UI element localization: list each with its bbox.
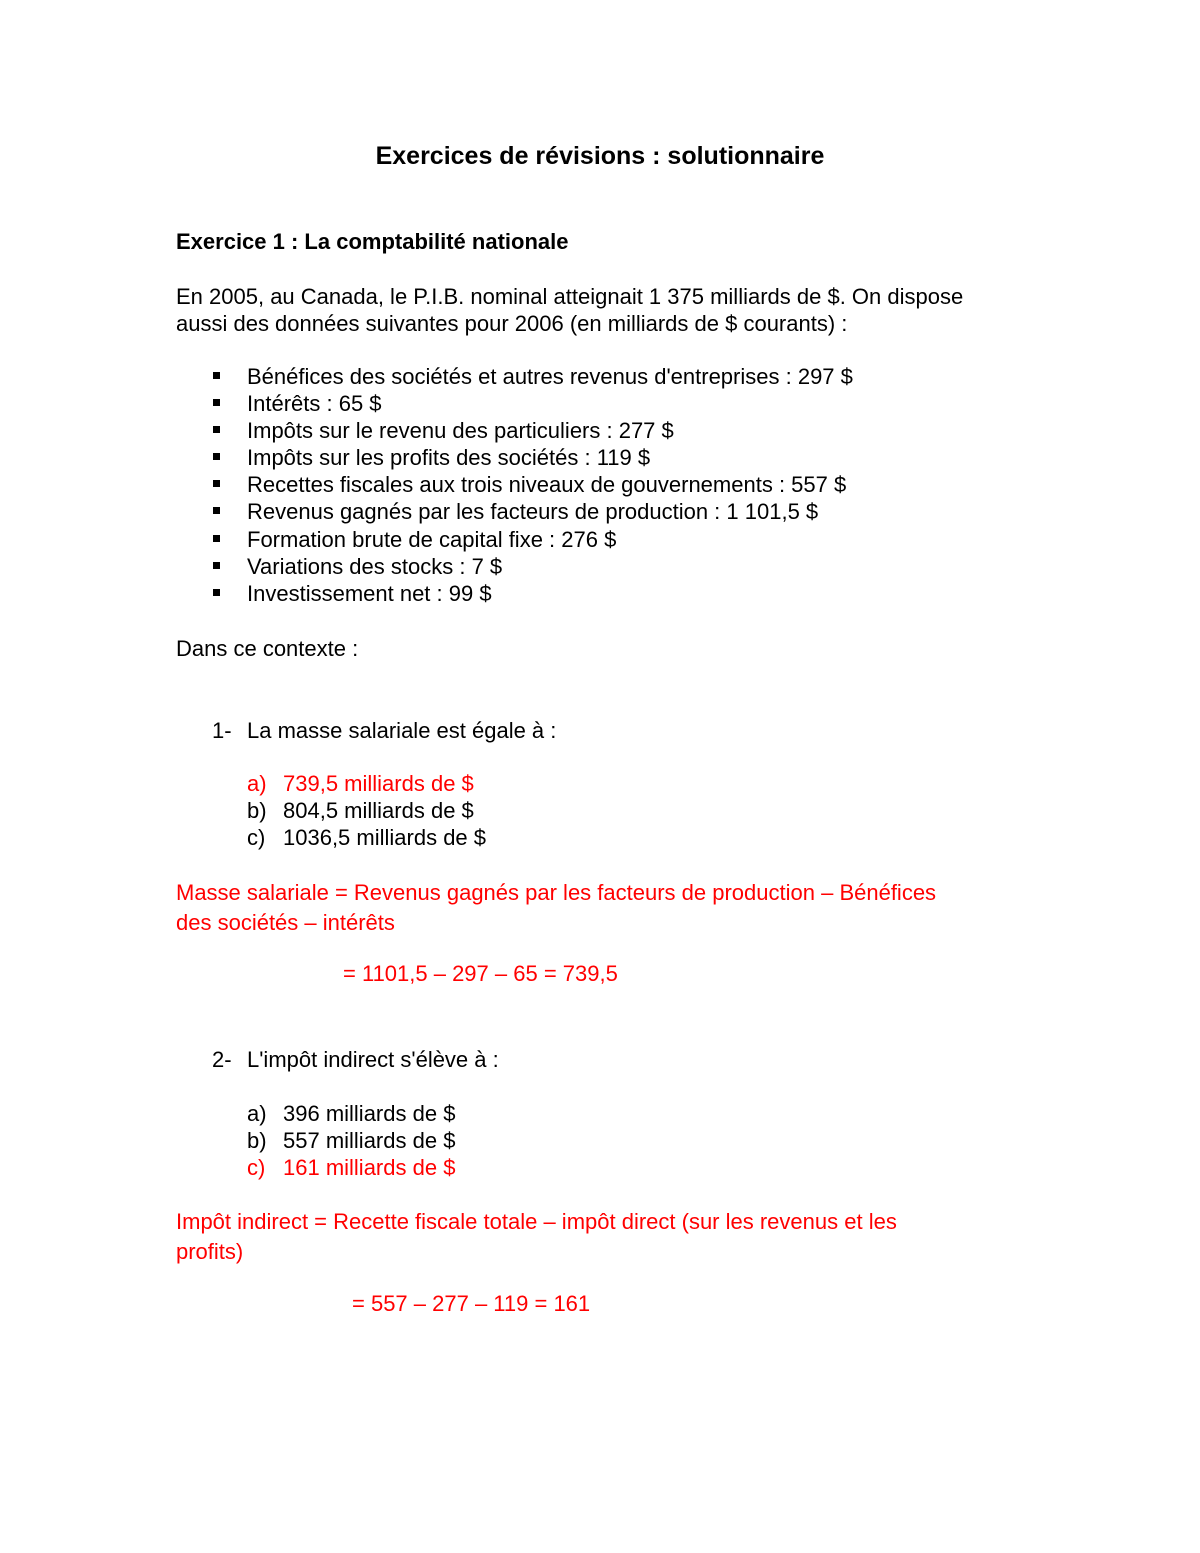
exercise-heading: Exercice 1 : La comptabilité nationale	[176, 229, 569, 254]
question-2-text: L'impôt indirect s'élève à :	[247, 1047, 499, 1072]
q2-option-c-text: 161 milliards de $	[283, 1155, 456, 1180]
q2-option-c-letter: c)	[247, 1155, 266, 1180]
bullet-item: Impôts sur le revenu des particuliers : 277 $	[211, 417, 853, 444]
q1-option-b-text: 804,5 milliards de $	[283, 798, 474, 823]
bullet-item: Impôts sur les profits des sociétés : 119 $	[211, 444, 853, 471]
q2-option-a-letter: a)	[247, 1101, 267, 1126]
q1-option-a-letter: a)	[247, 771, 267, 796]
intro-line-1: En 2005, au Canada, le P.I.B. nominal atteignait 1 375 milliards de $. On dispose	[176, 284, 964, 309]
context-text: Dans ce contexte :	[176, 636, 359, 661]
bullet-item: Recettes fiscales aux trois niveaux de gouvernements : 557 $	[211, 471, 853, 498]
q2-option-a-text: 396 milliards de $	[283, 1101, 456, 1126]
bullet-item: Intérêts : 65 $	[211, 390, 853, 417]
square-bullet-icon	[213, 562, 220, 569]
q1-option-c-text: 1036,5 milliards de $	[283, 825, 487, 850]
q1-solution-line-1: Masse salariale = Revenus gagnés par les facteurs de production – Bénéfices	[176, 880, 937, 905]
square-bullet-icon	[213, 507, 220, 514]
bullet-item: Variations des stocks : 7 $	[211, 553, 853, 580]
square-bullet-icon	[213, 535, 220, 542]
question-1-text: La masse salariale est égale à :	[247, 718, 557, 743]
square-bullet-icon	[213, 426, 220, 433]
q2-calculation: = 557 – 277 – 119 = 161	[352, 1291, 591, 1316]
bullet-item: Formation brute de capital fixe : 276 $	[211, 526, 853, 553]
q1-option-b-letter: b)	[247, 798, 267, 823]
q2-solution-line-2: profits)	[176, 1239, 244, 1264]
square-bullet-icon	[213, 480, 220, 487]
data-bullet-list	[211, 363, 853, 607]
q1-option-a-text: 739,5 milliards de $	[283, 771, 474, 796]
bullet-item: Bénéfices des sociétés et autres revenus d'entreprises : 297 $	[211, 363, 853, 390]
q2-solution-line-1: Impôt indirect = Recette fiscale totale – impôt direct (sur les revenus et les	[176, 1209, 897, 1234]
square-bullet-icon	[213, 372, 220, 379]
q2-option-b-letter: b)	[247, 1128, 267, 1153]
q2-option-b-text: 557 milliards de $	[283, 1128, 456, 1153]
square-bullet-icon	[213, 589, 220, 596]
square-bullet-icon	[213, 453, 220, 460]
question-1-number: 1-	[212, 718, 232, 743]
question-2-number: 2-	[212, 1047, 232, 1072]
square-bullet-icon	[213, 399, 220, 406]
intro-line-2: aussi des données suivantes pour 2006 (en milliards de $ courants) :	[176, 311, 848, 336]
bullet-item: Investissement net : 99 $	[211, 580, 853, 607]
q1-option-c-letter: c)	[247, 825, 266, 850]
page-title: Exercices de révisions : solutionnaire	[375, 142, 825, 170]
q1-calculation: = 1101,5 – 297 – 65 = 739,5	[343, 961, 618, 986]
q1-solution-line-2: des sociétés – intérêts	[176, 910, 395, 935]
bullet-item: Revenus gagnés par les facteurs de production : 1 101,5 $	[211, 498, 853, 525]
